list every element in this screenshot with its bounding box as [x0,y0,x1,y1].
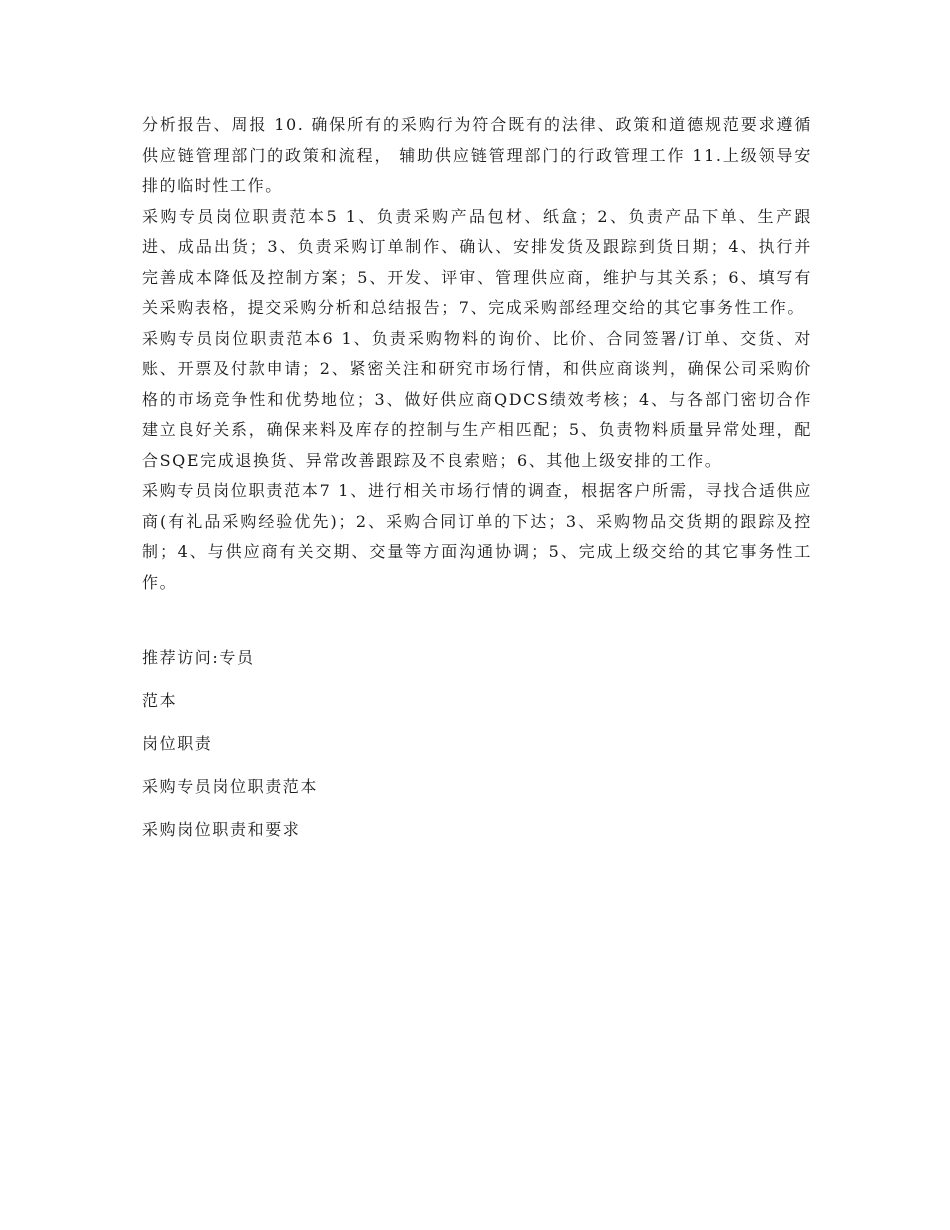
paragraph-continuation: 分析报告、周报 10. 确保所有的采购行为符合既有的法律、政策和道德规范要求遵循供应链管理部门的政策和流程， 辅助供应链管理部门的行政管理工作 11.上级领导安排的临时性工作。 [142,115,812,195]
recommend-link-duties[interactable]: 岗位职责 [142,734,213,753]
spacer [142,598,812,636]
recommend-section [142,636,812,851]
paragraph-template-7: 采购专员岗位职责范本7 1、进行相关市场行情的调查，根据客户所需，寻找合适供应商(有礼品采购经验优先)；2、采购合同订单的下达；3、采购物品交货期的跟踪及控制；4、与供应商有关交期、交量等方面沟通协调；5、完成上级交给的其它事务性工作。 [142,481,812,592]
paragraph-template-6: 采购专员岗位职责范本6 1、负责采购物料的询价、比价、合同签署/订单、交货、对账、开票及付款申请；2、紧密关注和研究市场行情，和供应商谈判，确保公司采购价格的市场竞争性和优势地位；3、做好供应商QDCS绩效考核；4、与各部门密切合作建立良好关系，确保来料及库存的控制与生产相匹配；5、负责物料质量异常处理，配合SQE完成退换货、异常改善跟踪及不良索赔；6、其他上级安排的工作。 [142,328,812,470]
recommend-link-purchasing-specialist-template[interactable]: 采购专员岗位职责范本 [142,777,319,796]
recommend-label[interactable]: 推荐访问:专员 [142,648,255,667]
recommend-link-purchasing-duties-requirements[interactable]: 采购岗位职责和要求 [142,820,301,839]
document-body [142,110,812,851]
paragraph-template-5: 采购专员岗位职责范本5 1、负责采购产品包材、纸盒；2、负责产品下单、生产跟进、成品出货；3、负责采购订单制作、确认、安排发货及跟踪到货日期；4、执行并完善成本降低及控制方案；5、开发、评审、管理供应商，维护与其关系；6、填写有关采购表格，提交采购分析和总结报告；7、完成采购部经理交给的其它事务性工作。 [142,206,812,317]
recommend-link-template[interactable]: 范本 [142,691,178,710]
